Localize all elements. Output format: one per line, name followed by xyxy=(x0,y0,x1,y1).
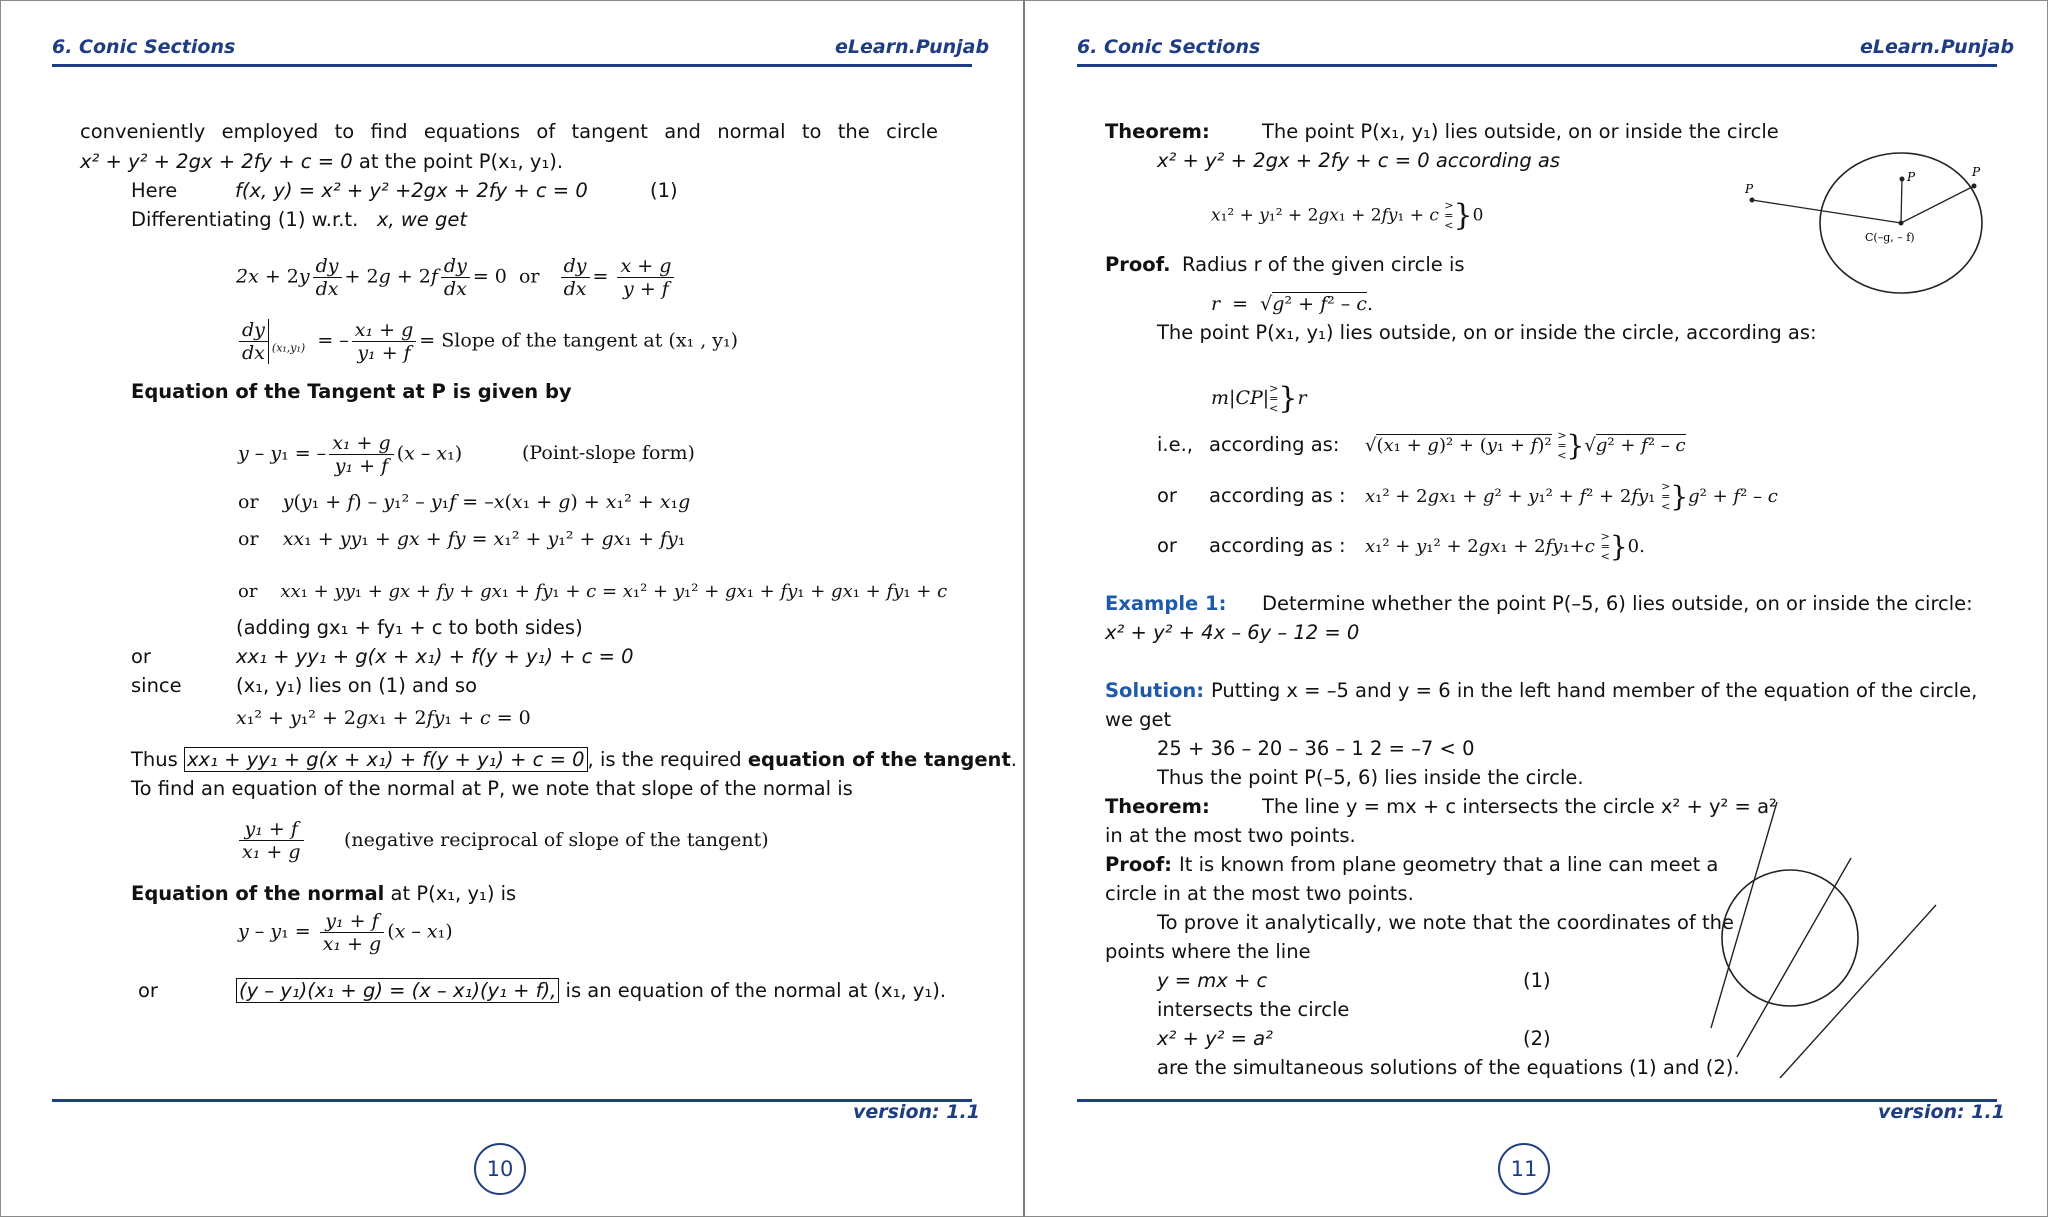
equation-of-tangent-bold: equation of the tangent xyxy=(747,748,1011,771)
circle-equation: x² + y² + 2gx + 2fy + c = 0 xyxy=(80,150,353,173)
prove-line-2: points where the line xyxy=(1105,940,1311,963)
proof-1-line-2: The point P(x₁, y₁) lies outside, on or inside the circle, according as: xyxy=(1157,321,1817,344)
circle-equation-2: x² + y² = a² xyxy=(1157,1027,1273,1050)
figure-2-line-1 xyxy=(1711,802,1777,1028)
footer-rule xyxy=(1077,1099,1997,1102)
point-on-circle-equation: x₁² + y₁² + 2gx₁ + 2fy₁ + c = 0 xyxy=(236,707,531,729)
theorem-1-label: Theorem: xyxy=(1105,120,1210,143)
intro-line-2-suffix: at the point P(x₁, y₁). xyxy=(352,150,564,173)
figure-outer-segment xyxy=(1752,200,1901,223)
slope-of-tangent-text: = Slope of the tangent at (x₁ , y₁) xyxy=(419,329,739,352)
differentiating-label xyxy=(131,208,467,232)
chapter-header: 6. Conic Sections xyxy=(1077,36,1261,58)
tangent-step-2: or xx₁ + yy₁ + gx + fy = x₁² + y₁² + gx₁ + fy₁ xyxy=(238,528,686,550)
point-slope-label: (Point-slope form) xyxy=(522,442,695,464)
left-page xyxy=(0,0,1022,1217)
figure-inner-segment xyxy=(1901,179,1902,223)
theorem-1-line-2: x² + y² + 2gx + 2fy + c = 0 according as xyxy=(1157,149,1561,172)
footer-rule xyxy=(52,1099,972,1102)
tangent-step-1: or y(y₁ + f) – y₁² – y₁f = –x(x₁ + g) + x₁² + x₁g xyxy=(238,491,691,513)
radius-equation: r = √g² + f² – c. xyxy=(1211,293,1374,315)
solution-calculation: 25 + 36 – 20 – 36 – 1 2 = –7 < 0 xyxy=(1157,737,1475,760)
prove-line-1: To prove it analytically, we note that the coordinates of the xyxy=(1157,911,1734,934)
figure-2-line-2 xyxy=(1737,858,1851,1057)
theorem-2-text: The line y = mx + c intersects the circle x² + y² = a² xyxy=(1262,795,1777,818)
page-number: 10 xyxy=(474,1143,526,1195)
slope-at-point-equation: $\frac{dy}{dx}$ $_{(x_1,y_1)}$ = – $\frac{\text{x₁ + g}}{\text{y₁ + f}}$ = Slope of the tangent at (x₁ , y₁) xyxy=(236,319,738,364)
figure-radius-segment xyxy=(1901,186,1974,223)
adding-note: (adding gx₁ + fy₁ + c to both sides) xyxy=(236,616,583,639)
normal-final-line xyxy=(236,979,946,1003)
header-rule xyxy=(52,64,972,67)
according-as-1: according as: xyxy=(1209,433,1340,456)
distance-condition: m|CP|> = <}r xyxy=(1211,381,1307,416)
negative-reciprocal-note: (negative reciprocal of slope of the tangent) xyxy=(344,829,769,851)
solution-text: Putting x = –5 and y = 6 in the left hand member of the equation of the circle, xyxy=(1211,679,1978,702)
expanded-inequality: x₁² + 2gx₁ + g² + y₁² + f² + 2fy₁ > = <}g² + f² – c xyxy=(1365,480,1778,513)
diff-variable: x, we get xyxy=(376,208,467,231)
tangent-heading: Equation of the Tangent at P is given by xyxy=(131,380,572,403)
final-inequality: x₁² + y₁² + 2gx₁ + 2fy₁+c > = <}0. xyxy=(1365,530,1645,563)
line-equation: y = mx + c xyxy=(1157,969,1268,992)
example-1-text: Determine whether the point P(–5, 6) lies outside, on or inside the circle: xyxy=(1262,592,1973,615)
tangent-general-equation: xx₁ + yy₁ + g(x + x₁) + f(y + y₁) + c = 0 xyxy=(236,645,634,668)
normal-heading xyxy=(131,882,516,906)
version-footer: version: 1.1 xyxy=(1878,1101,2005,1123)
example-1-label: Example 1: xyxy=(1105,592,1227,615)
theorem-1-text: The point P(x₁, y₁) lies outside, on or inside the circle xyxy=(1262,120,1779,143)
thus-line: Thus xx₁ + yy₁ + g(x + x₁) + f(y + y₁) + c = 0 , is the required equation of the tangent. xyxy=(131,748,1017,771)
figure-label-p-inner: P xyxy=(1907,170,1916,184)
header-rule xyxy=(1077,64,1997,67)
tangent-step-3: or xx₁ + yy₁ + gx + fy + gx₁ + fy₁ + c = x₁² + y₁² + gx₁ + fy₁ + gx₁ + fy₁ + c xyxy=(238,581,948,602)
ie-label: i.e., xyxy=(1157,433,1194,456)
normal-intro: To find an equation of the normal at P, we note that slope of the normal is xyxy=(131,777,853,800)
solution-line-2: we get xyxy=(1105,708,1172,731)
or-label: or xyxy=(131,645,151,668)
line-circle-figure xyxy=(1705,795,1955,1085)
proof-2-line-2: circle in at the most two points. xyxy=(1105,882,1414,905)
since-text: (x₁, y₁) lies on (1) and so xyxy=(236,674,477,697)
here-label: Here xyxy=(131,179,178,202)
intro-line-2 xyxy=(80,150,563,174)
intersects-text: intersects the circle xyxy=(1157,998,1350,1021)
figure-label-p-on: P xyxy=(1972,165,1981,179)
normal-slope-fraction: $\frac{\text{y₁ + f}}{\text{x₁ + g}}$ xyxy=(236,818,307,863)
example-1-equation: x² + y² + 4x – 6y – 12 = 0 xyxy=(1105,621,1360,644)
normal-end-text: is an equation of the normal at (x₁, y₁). xyxy=(559,979,947,1002)
here-equation: f(x, y) = x² + y² +2gx + 2fy + c = 0 xyxy=(235,179,588,202)
since-label: since xyxy=(131,674,182,697)
theorem-1-condition: x₁² + y₁² + 2gx₁ + 2fy₁ + c > = <}0 xyxy=(1211,198,1484,233)
normal-heading-bold: Equation of the normal xyxy=(131,882,385,905)
diff-label-text: Differentiating (1) w.r.t. xyxy=(131,208,359,231)
solution-label: Solution: xyxy=(1105,679,1205,702)
equation-number-1: (1) xyxy=(1523,969,1551,992)
intro-line-1: conveniently employed to find equations of tangent and normal to the circle xyxy=(80,120,938,143)
proof-2-text: It is known from plane geometry that a line can meet a xyxy=(1179,853,1719,876)
or-label-3: or xyxy=(1157,534,1177,557)
brand-header: eLearn.Punjab xyxy=(835,36,990,58)
version-footer: version: 1.1 xyxy=(853,1101,980,1123)
normal-equation-fraction: y – y₁ = $\frac{\text{y₁ + f}}{\text{x₁ + g}}$ (x – x₁) xyxy=(238,910,453,955)
point-circle-figure xyxy=(1715,140,1985,290)
equation-number-2: (2) xyxy=(1523,1027,1551,1050)
according-as-2: according as : xyxy=(1209,484,1346,507)
figure-2-circle xyxy=(1722,870,1858,1006)
tangent-equation-box: xx₁ + yy₁ + g(x + x₁) + f(y + y₁) + c = 0 xyxy=(184,747,588,772)
theorem-2-label: Theorem: xyxy=(1105,795,1210,818)
equation-number-1: (1) xyxy=(650,179,678,202)
page-number: 11 xyxy=(1498,1143,1550,1195)
or-label-2: or xyxy=(1157,484,1177,507)
or-label-normal: or xyxy=(138,979,158,1002)
normal-equation-box: (y – y₁)(x₁ + g) = (x – x₁)(y₁ + f), xyxy=(236,978,559,1003)
thus-label: Thus xyxy=(131,748,178,771)
proof-1-label: Proof. xyxy=(1105,253,1171,276)
normal-heading-rest: at P(x₁, y₁) is xyxy=(384,882,517,905)
simultaneous-text: are the simultaneous solutions of the equations (1) and (2). xyxy=(1157,1056,1740,1079)
proof-2-label: Proof: xyxy=(1105,853,1172,876)
distance-inequality: √(x₁ + g)² + (y₁ + f)² > = <}√g² + f² – c xyxy=(1365,429,1686,462)
thus-mid-text: , is the required xyxy=(587,748,742,771)
theorem-2-line-2: in at the most two points. xyxy=(1105,824,1356,847)
right-page xyxy=(1025,0,2047,1217)
brand-header: eLearn.Punjab xyxy=(1860,36,2015,58)
solution-conclusion: Thus the point P(–5, 6) lies inside the circle. xyxy=(1157,766,1584,789)
figure-label-center: C(–g, – f) xyxy=(1865,231,1915,244)
derivative-equation: 2x + 2y $\frac{dy}{dx}$ + 2g + 2f $\frac{dy}{dx}$ = 0 or $\frac{dy}{dx}$ = $\frac{x + g}{y + f}$ xyxy=(236,255,677,300)
point-slope-equation: y – y₁ = – $\frac{\text{x₁ + g}}{\text{y₁ + f}}$ (x – x₁) xyxy=(238,432,463,477)
chapter-header: 6. Conic Sections xyxy=(52,36,236,58)
proof-1-text: Radius r of the given circle is xyxy=(1182,253,1465,276)
figure-label-p-outer: P xyxy=(1745,182,1754,196)
according-as-3: according as : xyxy=(1209,534,1346,557)
